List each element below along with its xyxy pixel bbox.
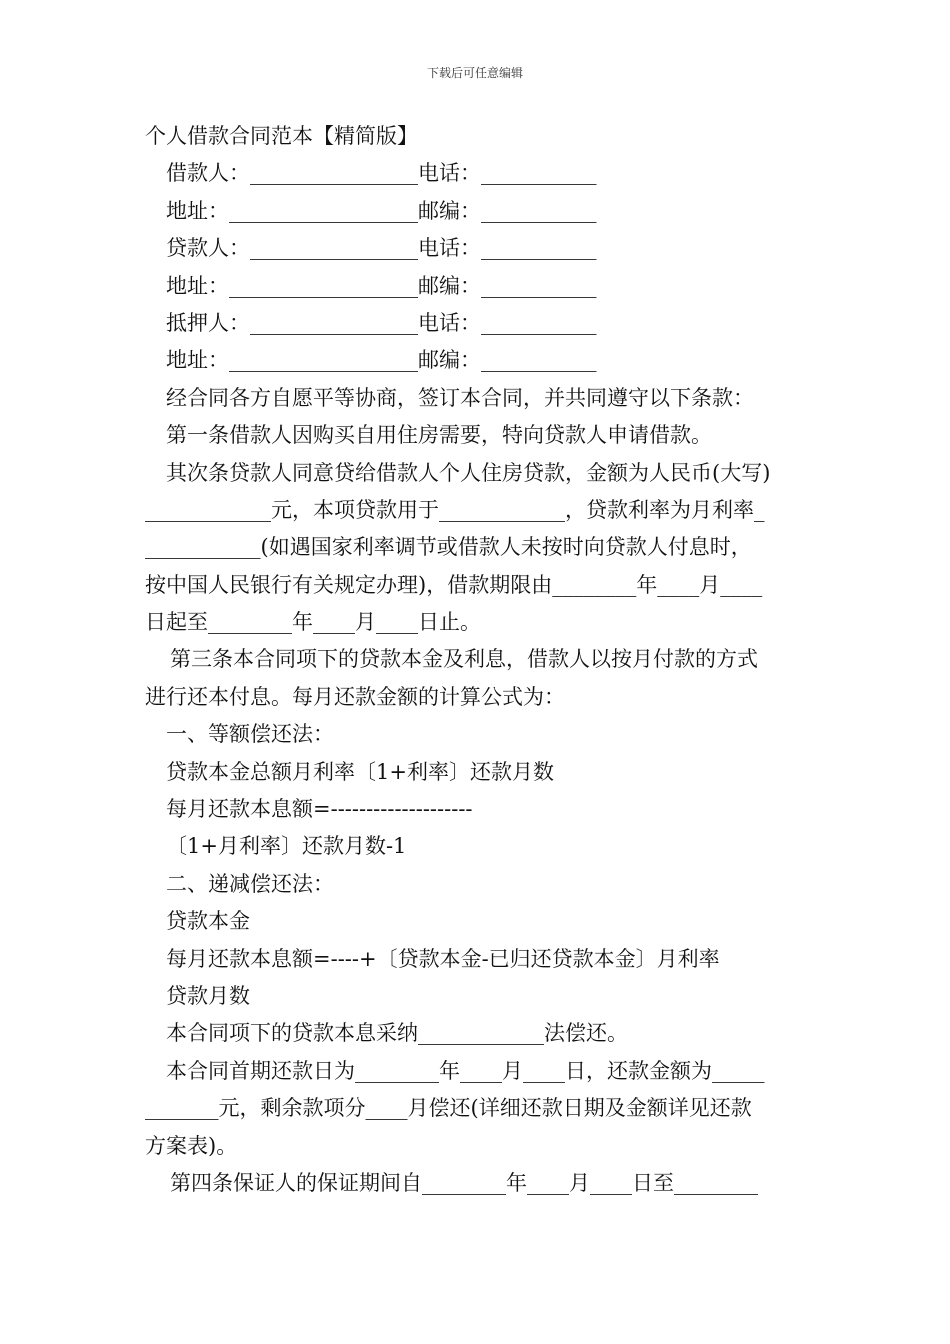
formula-1-denominator: 〔1+月利率〕还款月数-1 [166,834,407,859]
contract-document [145,118,810,1202]
mortgagor-address-line: 地址：__________________邮编：___________ [166,348,597,373]
method-1-heading: 一、等额偿还法： [166,722,334,747]
article-2-line-4: 按中国人民银行有关规定办理)，借款期限由________年____月____ [145,572,763,597]
page-header: 下载后可任意编辑 [426,66,523,80]
article-2-line-3: ___________(如遇国家利率调节或借款人未按时向贷款人付息时， [145,535,752,560]
formula-1-main: 每月还款本息额=-------------------- [166,797,473,822]
article-2-line-1: 其次条贷款人同意贷给借款人个人住房贷款，金额为人民币(大写) [166,460,771,485]
method-2-heading: 二、递减偿还法： [166,871,334,896]
first-payment-line-3: 方案表)。 [145,1133,238,1158]
article-3-line-1: 第三条本合同项下的贷款本金及利息，借款人以按月付款的方式 [170,647,758,672]
lender-address-line: 地址：__________________邮编：___________ [166,273,597,298]
repayment-method-line: 本合同项下的贷款本息采纳____________法偿还。 [166,1021,628,1046]
article-3-line-2: 进行还本付息。每月还款金额的计算公式为： [145,684,565,709]
article-4-line-1: 第四条保证人的保证期间自________年____月____日至________ [170,1170,758,1195]
article-2-line-5: 日起至________年____月____日止。 [145,610,481,635]
lender-line: 贷款人：________________电话：___________ [166,236,597,261]
document-title: 个人借款合同范本【精简版】 [145,124,418,148]
first-payment-line-1: 本合同首期还款日为________年____月____日，还款金额为_____ [166,1058,765,1083]
formula-2-denominator: 贷款月数 [166,983,250,1008]
borrower-address-line: 地址：__________________邮编：___________ [166,198,597,223]
formula-2-main: 每月还款本息额=----+〔贷款本金-已归还贷款本金〕月利率 [166,946,720,971]
mortgagor-line: 抵押人：________________电话：___________ [166,310,597,335]
borrower-line: 借款人：________________电话：___________ [166,161,597,186]
formula-1-numerator: 贷款本金总额月利率〔1+利率〕还款月数 [166,759,554,784]
formula-2-numerator: 贷款本金 [166,909,250,934]
article-2-line-2: ____________元，本项贷款用于____________，贷款利率为月利率_ [145,497,765,522]
first-payment-line-2: _______元，剩余款项分____月偿还(详细还款日期及金额详见还款 [145,1096,752,1121]
preamble-line: 经合同各方自愿平等协商，签订本合同，并共同遵守以下条款： [166,385,754,410]
article-1-line: 第一条借款人因购买自用住房需要，特向贷款人申请借款。 [166,423,712,448]
